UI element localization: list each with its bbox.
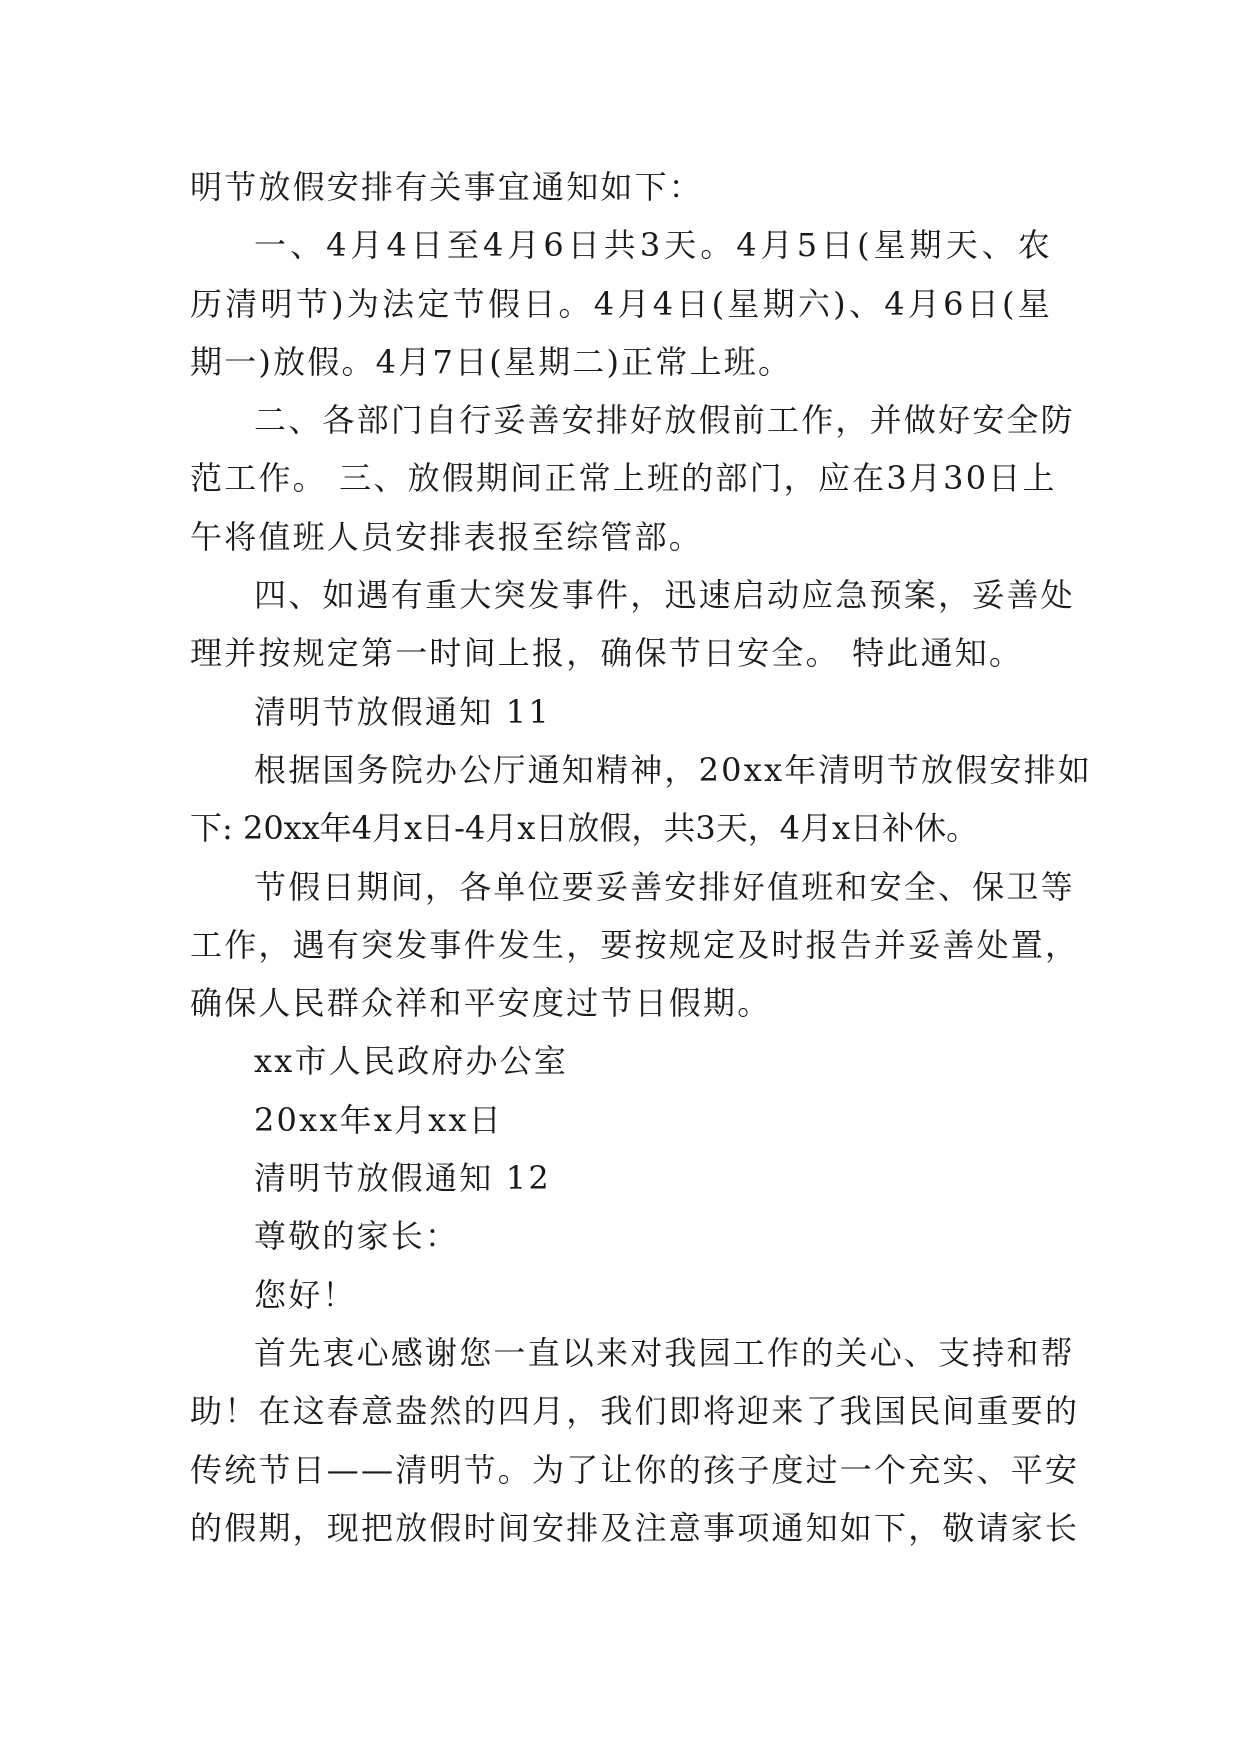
text-line: 清明节放假通知 12 [254,1159,551,1198]
document-body [190,158,1093,1557]
text-line: 工作，遇有突发事件发生，要按规定及时报告并妥善处置， [190,925,1080,964]
text-line: 理并按规定第一时间上报，确保节日安全。 特此通知。 [190,634,1024,673]
text-line: 历清明节)为法定节假日。4月4日(星期六)、4月6日(星 [190,284,1052,323]
text-line: 助！在这春意盎然的四月，我们即将迎来了我国民间重要的 [190,1392,1080,1431]
text-line: xx市人民政府办公室 [254,1042,569,1081]
text-line: 午将值班人员安排表报至综管部。 [190,517,704,556]
text-line: 根据国务院办公厅通知精神，20xx年清明节放假安排如 [254,750,1093,789]
text-line: 的假期，现把放假时间安排及注意事项通知如下，敬请家长 [190,1508,1080,1547]
text-line: 确保人民群众祥和平安度过节日假期。 [190,984,772,1023]
text-line: 一、4月4日至4月6日共3天。4月5日(星期天、农 [254,226,1052,265]
text-line: 下: 20xx年4月x日-4月x日放假，共3天，4月x日补休。 [190,809,979,848]
text-line: 20xx年x月xx日 [254,1100,503,1139]
text-line: 二、各部门自行妥善安排好放假前工作，并做好安全防 [254,401,1075,440]
text-line: 首先衷心感谢您一直以来对我园工作的关心、支持和帮 [254,1333,1075,1372]
text-line: 期一)放假。4月7日(星期二)正常上班。 [190,342,793,381]
text-line: 清明节放假通知 11 [254,692,551,731]
text-line: 传统节日——清明节。为了让你的孩子度过一个充实、平安 [190,1450,1080,1489]
text-line: 尊敬的家长： [254,1217,460,1256]
text-line: 四、如遇有重大突发事件，迅速启动应急预案，妥善处 [254,576,1075,615]
text-line: 明节放假安排有关事宜通知如下： [190,168,704,206]
text-line: 您好！ [254,1275,357,1314]
text-line: 范工作。 三、放假期间正常上班的部门，应在3月30日上 [190,459,1057,498]
text-line: 节假日期间，各单位要妥善安排好值班和安全、保卫等 [254,867,1075,906]
